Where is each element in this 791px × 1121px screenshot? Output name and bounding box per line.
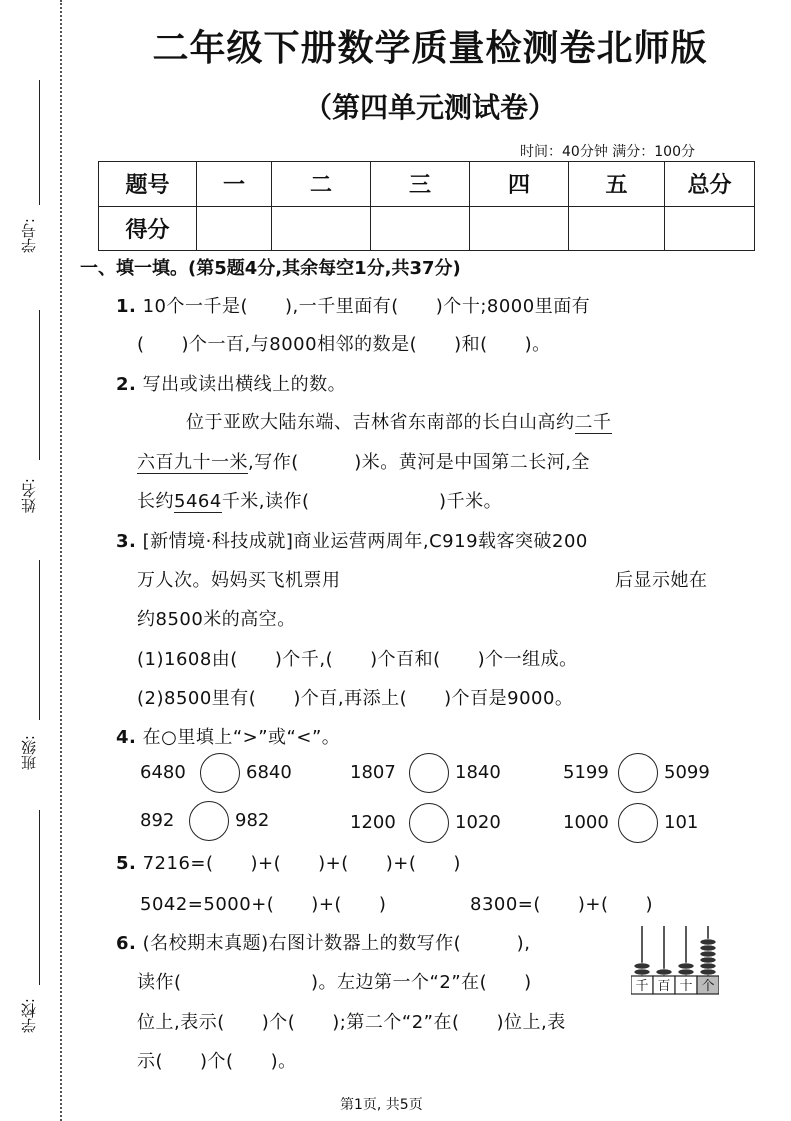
abacus-bead: [634, 969, 650, 975]
q1-line1: [116, 292, 590, 318]
q1-line2: ( )个一百,与8000相邻的数是( )和( )。: [137, 334, 551, 355]
score-input-cell[interactable]: [569, 206, 665, 251]
q6-text: (名校期末真题)右图计数器上的数写作( ),: [142, 933, 531, 954]
compare-left: 1000: [563, 812, 609, 833]
abacus-place-label: 百: [657, 979, 671, 994]
q6-line4: 示( )个( )。: [137, 1051, 297, 1072]
q2-line3: [137, 448, 590, 474]
compare-left: 892: [140, 810, 175, 831]
page-subtitle: （第四单元测试卷）: [303, 91, 556, 124]
q2-line4: [137, 487, 502, 513]
abacus-bead: [700, 939, 716, 945]
q5-text: 7216=( )+( )+( )+( ): [142, 853, 461, 874]
score-input-cell[interactable]: [665, 206, 755, 251]
q2-line1: [116, 370, 346, 396]
q1-text: 10个一千是( ),一千里面有( )个十;8000里面有: [142, 296, 591, 317]
q2-text: 写出或读出横线上的数。: [142, 374, 347, 395]
compare-left: 1807: [350, 762, 396, 783]
q6-line2: 读作( )。左边第一个“2”在( ): [137, 972, 532, 993]
compare-circle[interactable]: [409, 803, 449, 843]
q2-text: 千米,读作( )千米。: [221, 491, 503, 512]
compare-right: 5099: [664, 762, 710, 783]
abacus-bead: [656, 969, 672, 975]
q3-text: [新情境·科技成就]商业运营两周年,C919载客突破200: [142, 531, 588, 552]
q3-sub1: (1)1608由( )个千,( )个百和( )个一组成。: [137, 649, 578, 670]
score-header-cell: 一: [197, 162, 272, 207]
compare-right: 1840: [455, 762, 501, 783]
score-header-cell: 五: [569, 162, 665, 207]
compare-right: 6840: [246, 762, 292, 783]
q5-line2b: 8300=( )+( ): [470, 894, 654, 915]
student-no-line: [39, 80, 40, 205]
q3-line3: 约8500米的高空。: [137, 609, 296, 630]
school-line: [39, 810, 40, 985]
score-header-cell: 二: [272, 162, 371, 207]
compare-circle[interactable]: [618, 753, 658, 793]
binding-dashed-line: [60, 0, 62, 1121]
q1-number: 1.: [116, 296, 137, 317]
section-heading: 一、填一填。(第5题4分,其余每空1分,共37分): [80, 258, 461, 279]
score-input-cell[interactable]: [272, 206, 371, 251]
compare-left: 5199: [563, 762, 609, 783]
q6-number: 6.: [116, 933, 137, 954]
abacus-bead: [700, 945, 716, 951]
q3-number: 3.: [116, 531, 137, 552]
compare-circle[interactable]: [618, 803, 658, 843]
abacus-bead: [634, 963, 650, 969]
abacus-place-label: 千: [635, 979, 649, 994]
abacus-bead: [700, 969, 716, 975]
abacus-place-label: 十: [679, 979, 693, 994]
compare-left: 6480: [140, 762, 186, 783]
compare-circle[interactable]: [200, 753, 240, 793]
score-row-label: 得分: [99, 206, 197, 251]
q5-number: 5.: [116, 853, 137, 874]
q4-text: 在○里填上“>”或“<”。: [142, 727, 341, 748]
abacus-place-label: 个: [701, 979, 715, 994]
q2-underlined-number: 5464: [174, 491, 222, 512]
score-input-cell[interactable]: [470, 206, 569, 251]
compare-right: 982: [235, 810, 270, 831]
q5-line2a: 5042=5000+( )+( ): [140, 894, 387, 915]
q2-number: 2.: [116, 374, 137, 395]
score-header-cell: 四: [470, 162, 569, 207]
compare-left: 1200: [350, 812, 396, 833]
class-line: [39, 560, 40, 720]
q4-line1: [116, 723, 340, 749]
class-label: 班级:: [20, 735, 38, 771]
name-line: [39, 310, 40, 460]
q2-underlined-number: 六百九十一米: [137, 452, 248, 473]
q2-underlined-number: 二千: [574, 412, 612, 433]
school-label: 学校:: [20, 998, 38, 1034]
score-header-cell: 总分: [665, 162, 755, 207]
abacus-bead: [678, 969, 694, 975]
q5-line1: [116, 849, 461, 875]
score-header-cell: 题号: [99, 162, 197, 207]
student-no-label: 学号:: [20, 218, 38, 254]
q4-number: 4.: [116, 727, 137, 748]
q2-text: 位于亚欧大陆东端、吉林省东南部的长白山高约: [186, 412, 575, 433]
q3-line1: [116, 527, 588, 553]
q2-line2: [186, 408, 612, 434]
time-score-info: 时间：40分钟 满分：100分: [520, 144, 695, 160]
score-input-cell[interactable]: [371, 206, 470, 251]
page-number: 第1页, 共5页: [340, 1097, 423, 1113]
abacus-bead: [700, 957, 716, 963]
score-table-score-row: [99, 206, 755, 251]
compare-circle[interactable]: [409, 753, 449, 793]
abacus-bead: [678, 963, 694, 969]
q2-text: ,写作( )米。黄河是中国第二长河,全: [248, 452, 590, 473]
compare-right: 101: [664, 812, 699, 833]
compare-right: 1020: [455, 812, 501, 833]
page-title: 二年级下册数学质量检测卷北师版: [152, 28, 708, 69]
q3-line2b: 后显示她在: [615, 570, 708, 591]
score-table: [98, 161, 755, 251]
compare-circle[interactable]: [189, 801, 229, 841]
q3-sub2: (2)8500里有( )个百,再添上( )个百是9000。: [137, 688, 574, 709]
q6-line1: [116, 929, 530, 955]
q3-line2a: 万人次。妈妈买飞机票用: [137, 570, 341, 591]
q6-line3: 位上,表示( )个( );第二个“2”在( )位上,表: [137, 1012, 566, 1033]
abacus-bead: [700, 963, 716, 969]
name-label: 姓名:: [20, 478, 38, 514]
abacus-bead: [700, 951, 716, 957]
score-table-header-row: [99, 162, 755, 207]
score-input-cell[interactable]: [197, 206, 272, 251]
abacus-counter: [631, 924, 719, 996]
score-header-cell: 三: [371, 162, 470, 207]
q2-text: 长约: [137, 491, 174, 512]
